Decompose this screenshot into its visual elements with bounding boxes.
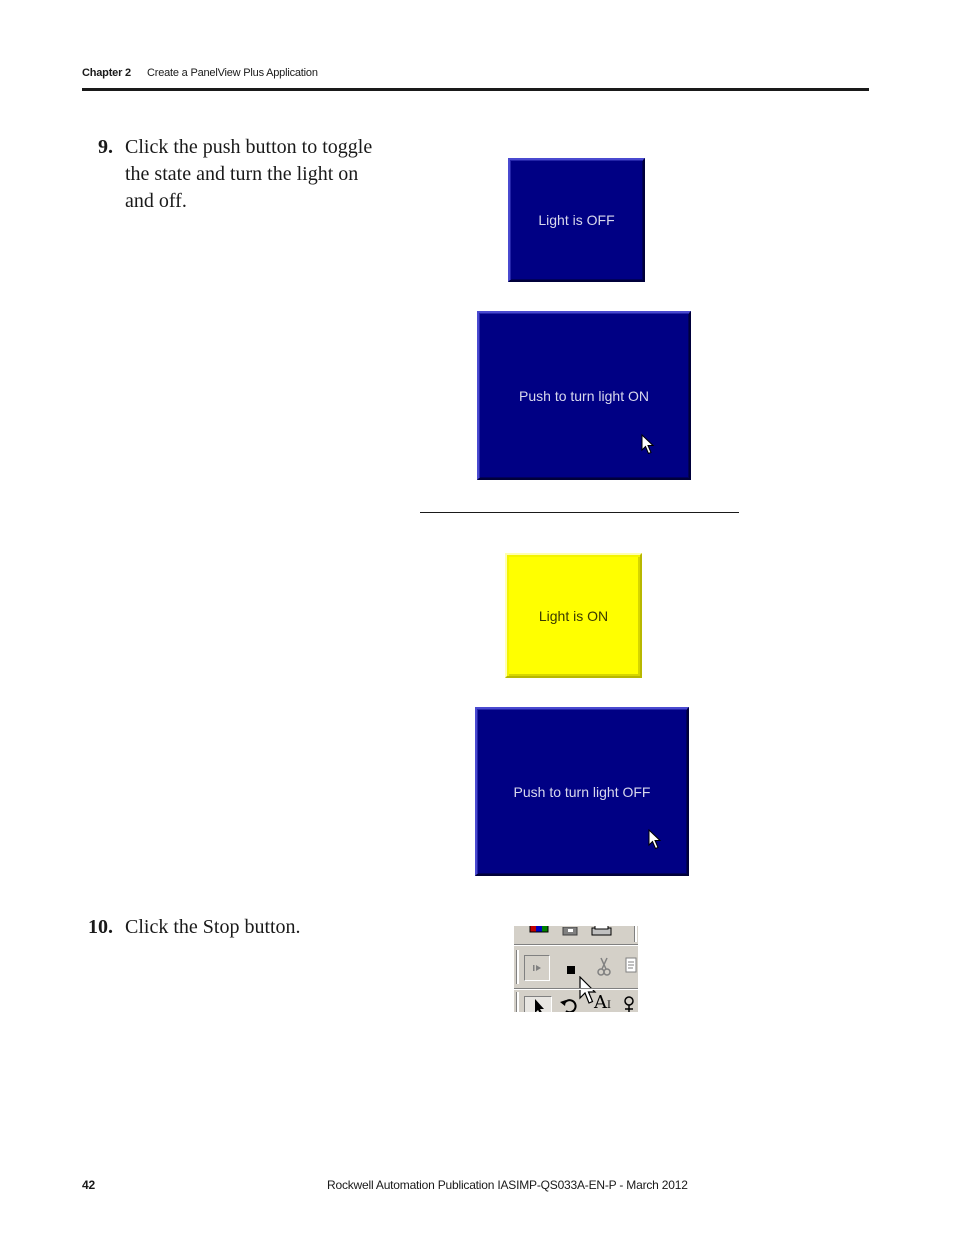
- page-number: 42: [82, 1178, 95, 1192]
- cut-icon[interactable]: [596, 956, 612, 978]
- header-title: Create a PanelView Plus Application: [147, 67, 318, 79]
- step-number: 10.: [88, 916, 113, 938]
- light-off-label: Light is OFF: [538, 212, 615, 228]
- header-rule: [82, 88, 869, 91]
- tag-tool-icon[interactable]: [620, 994, 638, 1012]
- publication-info: Rockwell Automation Publication IASIMP-QS033A-EN-P - March 2012: [327, 1178, 688, 1192]
- step-text-line: and off.: [125, 190, 187, 212]
- mouse-pointer-icon: [648, 829, 662, 851]
- mouse-pointer-icon: [641, 434, 655, 456]
- select-arrow-icon[interactable]: [524, 996, 552, 1012]
- push-off-button[interactable]: [475, 707, 689, 876]
- header-chapter: Chapter 2: [82, 67, 131, 79]
- run-icon[interactable]: [524, 955, 550, 981]
- step-number: 9.: [98, 136, 113, 158]
- push-on-label: Push to turn light ON: [519, 387, 649, 404]
- step-text-line: Click the push button to toggle: [125, 136, 373, 158]
- toolbar-screenshot: [514, 926, 638, 1012]
- undo-icon[interactable]: [558, 996, 580, 1012]
- push-on-button[interactable]: [477, 311, 691, 480]
- save-icon[interactable]: [560, 926, 582, 936]
- step-text-line: Click the Stop button.: [125, 916, 301, 938]
- copy-icon[interactable]: [624, 956, 638, 976]
- light-on-label: Light is ON: [538, 607, 609, 624]
- push-off-label: Push to turn light OFF: [513, 783, 651, 800]
- stop-icon[interactable]: [564, 962, 578, 976]
- light-on-indicator: [505, 553, 642, 678]
- print-icon[interactable]: [590, 926, 614, 936]
- light-off-indicator: [508, 158, 645, 282]
- text-icon[interactable]: AI: [594, 992, 611, 1012]
- state-divider: [420, 512, 739, 513]
- step-text-line: the state and turn the light on: [125, 163, 359, 185]
- palette-icon[interactable]: [528, 926, 550, 936]
